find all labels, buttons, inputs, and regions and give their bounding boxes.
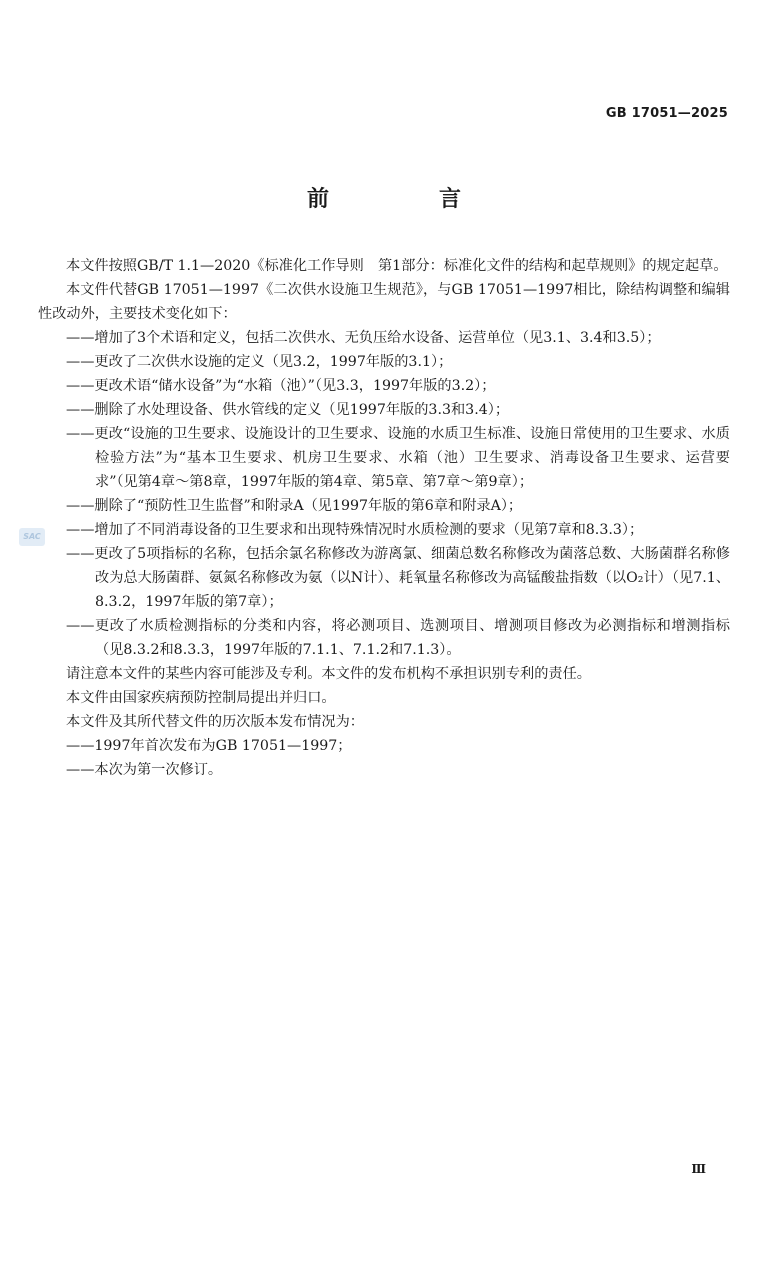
- list-item-change-4: ——删除了水处理设备、供水管线的定义（见1997年版的3.3和3.4）；: [66, 402, 510, 418]
- list-item-change-2: ——更改了二次供水设施的定义（见3.2，1997年版的3.1）；: [66, 354, 453, 370]
- list-item-change-7: ——增加了不同消毒设备的卫生要求和出现特殊情况时水质检测的要求（见第7章和8.3.3）；: [66, 522, 644, 538]
- list-item-change-1: ——增加了3个术语和定义，包括二次供水、无负压给水设备、运营单位（见3.1、3.4和3.5）；: [66, 330, 661, 346]
- list-item-change-6: ——删除了“预防性卫生监督”和附录A（见1997年版的第6章和附录A）；: [66, 498, 523, 514]
- paragraph-replacement: 本文件代替GB 17051—1997《二次供水设施卫生规范》，与GB 17051—1997相比，除结构调整和编辑性改动外，主要技术变化如下：: [38, 282, 730, 322]
- paragraph-history-intro: 本文件及其所代替文件的历次版本发布情况为：: [66, 714, 364, 730]
- standard-number: GB 17051—2025: [605, 106, 728, 121]
- list-item-history-2: ——本次为第一次修订。: [66, 762, 223, 778]
- list-item-history-1: ——1997年首次发布为GB 17051—1997；: [66, 738, 352, 754]
- paragraph-proposer: 本文件由国家疾病预防控制局提出并归口。: [66, 690, 336, 706]
- list-item-change-9: ——更改了水质检测指标的分类和内容，将必测项目、选测项目、增测项目修改为必测指标和增测指标（见8.3.2和8.3.3，1997年版的7.1.1、7.1.2和7.1.3）。: [66, 618, 730, 658]
- list-item-change-8: ——更改了5项指标的名称，包括余氯名称修改为游离氯、细菌总数名称修改为菌落总数、大肠菌群名称修改为总大肠菌群、氨氮名称修改为氨（以N计）、耗氧量名称修改为高锰酸盐指数（以O₂计）（见7.1、8.3.2，1997年版的第7章）；: [66, 546, 730, 610]
- page-number: Ⅲ: [691, 1162, 706, 1176]
- paragraph-patent-notice: 请注意本文件的某些内容可能涉及专利。本文件的发布机构不承担识别专利的责任。: [66, 666, 591, 682]
- page-title: 前 言: [306, 187, 505, 212]
- document-body: [38, 254, 730, 782]
- list-item-change-3: ——更改术语“储水设备”为“水箱（池）”（见3.3，1997年版的3.2）；: [66, 378, 496, 394]
- paragraph-drafting-rules: 本文件按照GB/T 1.1—2020《标准化工作导则 第1部分：标准化文件的结构和起草规则》的规定起草。: [66, 258, 728, 274]
- list-item-change-5: ——更改“设施的卫生要求、设施设计的卫生要求、设施的水质卫生标准、设施日常使用的卫生要求、水质检验方法”为“基本卫生要求、机房卫生要求、水箱（池）卫生要求、消毒设备卫生要求、运营要求”（见第4章～第8章，1997年版的第4章、第5章、第7章～第9章）；: [66, 426, 730, 490]
- sac-watermark-logo: SAC: [19, 528, 45, 546]
